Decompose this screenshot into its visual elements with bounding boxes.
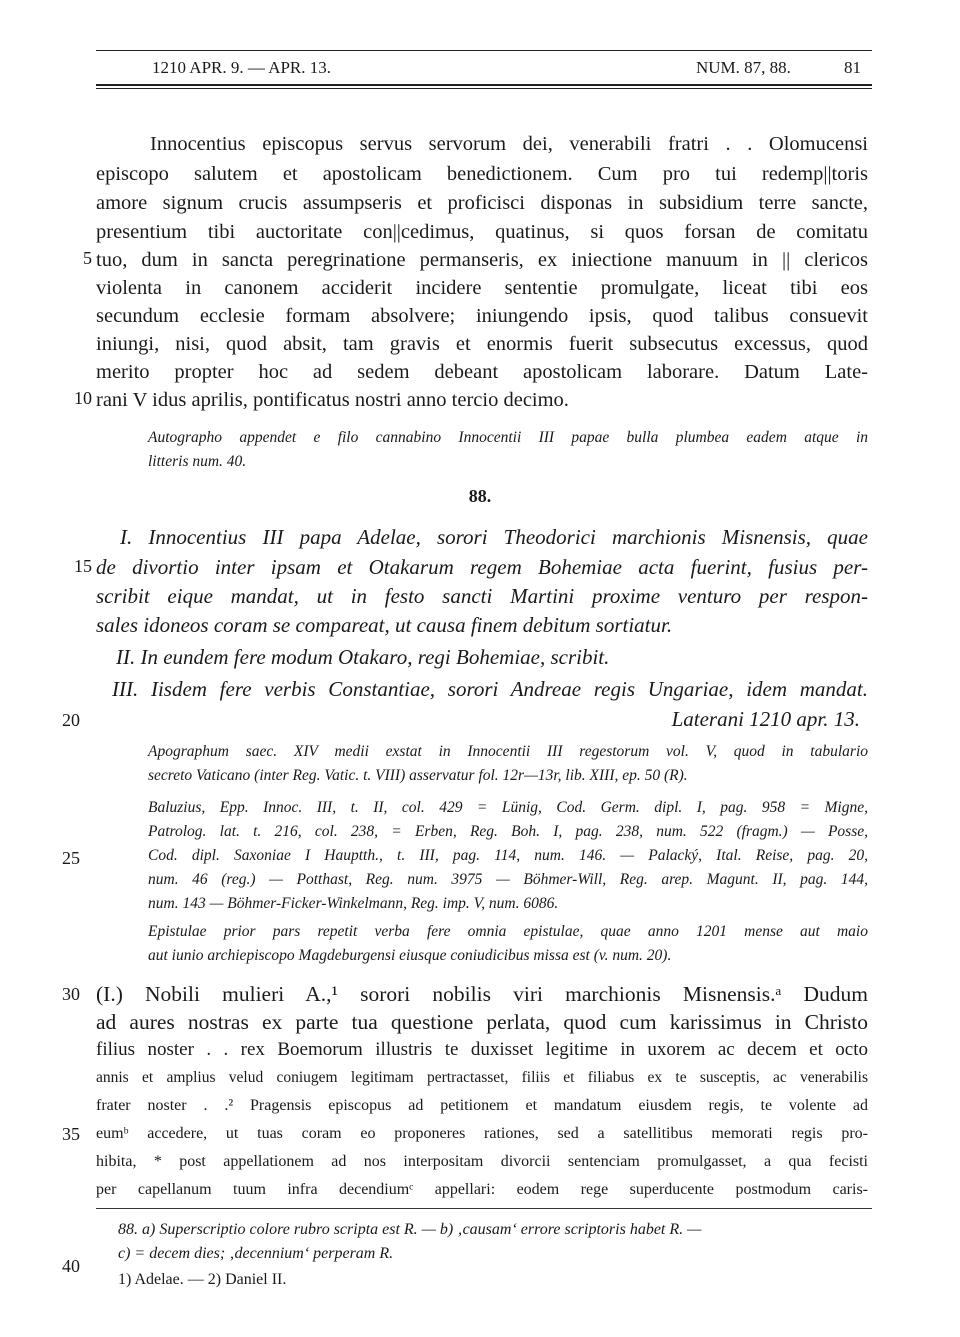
source-note: secreto Vaticano (inter Reg. Vatic. t. VIII) asservatur fol. 12r—13r, lib. XIII, ep. 50 (R). — [148, 767, 688, 784]
source-note: Apographum saec. XIV medii exstat in Innocentii III regestorum vol. V, quod in tabulario — [148, 743, 868, 760]
line-number: 10 — [74, 388, 92, 408]
letter-line: Innocentius episcopus servus servorum dei, venerabili fratri . . Olomucensi — [150, 133, 868, 155]
line-number: 30 — [62, 984, 80, 1004]
bibliography-note: num. 46 (reg.) — Potthast, Reg. num. 3975 — Böhmer-Will, Reg. arep. Magunt. II, pag. 144, — [148, 871, 868, 888]
letter-line: violenta in canonem acciderit incidere sententie promulgate, liceat tibi eos — [96, 277, 868, 299]
letter-88-line: annis et amplius velud coniugem legitimam pertractasset, filiis et filiabus ex te susceptis, ac venerabilis — [96, 1069, 868, 1086]
header-rule-top — [96, 50, 872, 51]
regest-date: Laterani 1210 apr. 13. — [671, 707, 860, 731]
letter-87-note: litteris num. 40. — [148, 453, 247, 470]
bibliography-note: num. 143 — Böhmer-Ficker-Winkelmann, Reg. imp. V, num. 6086. — [148, 895, 559, 912]
letter-line: tuo, dum in sancta peregrinatione permanseris, ex iniectione manuum in || clericos — [96, 249, 868, 271]
letter-line: amore signum crucis assumpseris et proficisci disponas in subsidium terre sancte, — [96, 192, 868, 214]
line-number: 40 — [62, 1256, 80, 1276]
comment-note: aut iunio archiepiscopo Magdeburgensi eiusque coniudicibus missa est (v. num. 20). — [148, 947, 672, 964]
footnote: 1) Adelae. — 2) Daniel II. — [118, 1271, 287, 1288]
bibliography-note: Patrolog. lat. t. 216, col. 238, = Erben, Reg. Boh. I, pag. 238, num. 522 (fragm.) — Posse, — [148, 823, 868, 840]
letter-88-line: filius noster . . rex Boemorum illustris te duxisset legitime in uxorem ac decem et octo — [96, 1039, 868, 1060]
letter-88-line: hibita, * post appellationem ad nos interpositam divorcii sentenciam promulgasset, a qua fecisti — [96, 1153, 868, 1170]
letter-88-line: eumᵇ accedere, ut tuas coram eo proponeres rationes, sed a satellitibus memorati regis pro- — [96, 1125, 868, 1142]
header-page-number: 81 — [844, 58, 861, 77]
letter-line: iniungi, nisi, quod absit, tam gravis et enormis fuerit subsecutus excessus, quod — [96, 333, 868, 355]
regest-line: III. Iisdem fere verbis Constantiae, sorori Andreae regis Ungariae, idem mandat. — [112, 677, 868, 701]
footnote: c) = decem dies; ‚decennium‘ perperam R. — [118, 1245, 394, 1262]
bibliography-note: Cod. dipl. Saxoniae I Hauptth., t. III, pag. 114, num. 146. — Palacký, Ital. Reise, pag. 20, — [148, 847, 868, 864]
line-number: 5 — [83, 248, 92, 268]
line-number: 25 — [62, 848, 80, 868]
letter-88-line: (I.) Nobili mulieri A.,¹ sorori nobilis viri marchionis Misnensis.ᵃ Dudum — [96, 982, 868, 1006]
footnote: 88. a) Superscriptio colore rubro scripta est R. — b) ‚causam‘ errore scriptoris habet R. — — [118, 1221, 702, 1238]
footnote-rule — [96, 1208, 872, 1209]
comment-note: Epistulae prior pars repetit verba fere omnia epistulae, quae anno 1201 mense aut maio — [148, 923, 868, 940]
line-number: 35 — [62, 1124, 80, 1144]
header-rule-bottom-thin — [96, 88, 872, 89]
letter-88-line: per capellanum tuum infra decendiumᶜ appellari: eodem rege superducente postmodum caris- — [96, 1181, 868, 1198]
regest-line: scribit eique mandat, ut in festo sancti Martini proxime venturo per respon- — [96, 584, 868, 608]
line-number: 20 — [62, 710, 80, 730]
header-numbers: NUM. 87, 88. — [696, 58, 791, 77]
letter-line: secundum ecclesie formam absolvere; iniungendo ipsis, quod talibus consuevit — [96, 305, 868, 327]
regest-line: II. In eundem fere modum Otakaro, regi Bohemiae, scribit. — [116, 645, 610, 669]
letter-87-note: Autographo appendet e filo cannabino Innocentii III papae bulla plumbea eadem atque in — [148, 429, 868, 446]
letter-88-line: frater noster . .² Pragensis episcopus ad petitionem et mandatum eiusdem regis, te volente ad — [96, 1097, 868, 1114]
letter-line: presentium tibi auctoritate con||cedimus, quatinus, si quos forsan de comitatu — [96, 221, 868, 243]
regest-line: sales idoneos coram se compareat, ut causa finem debitum sortiatur. — [96, 613, 673, 637]
header-rule-bottom — [96, 84, 872, 86]
line-number: 15 — [74, 556, 92, 576]
letter-line: rani V idus aprilis, pontificatus nostri anno tercio decimo. — [96, 389, 569, 411]
regest-line: de divortio inter ipsam et Otakarum regem Bohemiae acta fuerint, fusius per- — [96, 555, 868, 579]
letter-88-line: ad aures nostras ex parte tua questione perlata, quod cum karissimus in Christo — [96, 1010, 868, 1034]
letter-line: merito propter hoc ad sedem debeant apostolicam laborare. Datum Late- — [96, 361, 868, 383]
regest-line: I. Innocentius III papa Adelae, sorori Theodorici marchionis Misnensis, quae — [120, 525, 868, 549]
bibliography-note: Baluzius, Epp. Innoc. III, t. II, col. 429 = Lünig, Cod. Germ. dipl. I, pag. 958 = Migne, — [148, 799, 868, 816]
document-number: 88. — [468, 486, 492, 506]
letter-line: episcopo salutem et apostolicam benedictionem. Cum pro tui redemp||toris — [96, 163, 868, 185]
header-dates: 1210 APR. 9. — APR. 13. — [152, 58, 332, 77]
